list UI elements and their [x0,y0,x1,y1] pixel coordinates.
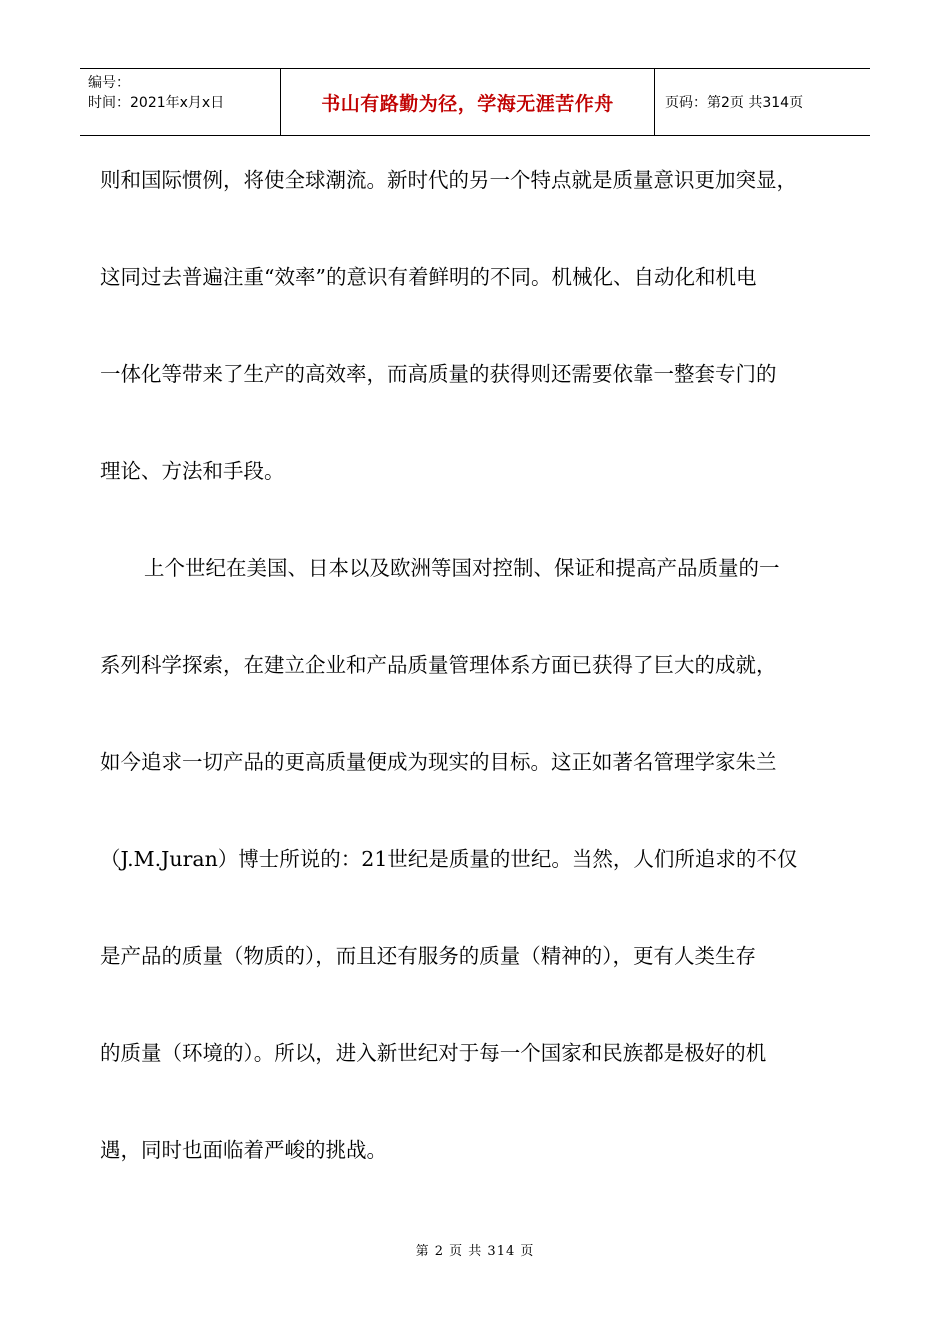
text-line: 系列科学探索，在建立企业和产品质量管理体系方面已获得了巨大的成就， [100,653,777,677]
document-body [100,160,860,1227]
text-line: （J.M.Juran）博士所说的：21世纪是质量的世纪。当然，人们所追求的不仅 [100,847,798,871]
paragraph-start-line: 上个世纪在美国、日本以及欧洲等国对控制、保证和提高产品质量的一 [144,556,780,580]
header-page-info: 页码：第2页 共314页 [665,95,804,111]
document-date: 时间：2021年x月x日 [88,95,225,111]
text-line: 是产品的质量（物质的），而且还有服务的质量（精神的），更有人类生存 [100,944,756,968]
header-meta [80,69,281,135]
page-header [80,68,870,136]
text-line: 理论、方法和手段。 [100,459,285,483]
document-number: 编号： [88,75,130,91]
text-line: 如今追求一切产品的更高质量便成为现实的目标。这正如著名管理学家朱兰 [100,750,777,774]
text-line: 则和国际惯例，将使全球潮流。新时代的另一个特点就是质量意识更加突显， [100,168,797,192]
text-line: 的质量（环境的）。所以，进入新世纪对于每一个国家和民族都是极好的机 [100,1041,767,1065]
text-line: 这同过去普遍注重“效率”的意识有着鲜明的不同。机械化、自动化和机电 [100,265,757,289]
header-motto: 书山有路勤为径，学海无涯苦作舟 [281,69,655,135]
text-line: 一体化等带来了生产的高效率，而高质量的获得则还需要依靠一整套专门的 [100,362,777,386]
page-footer: 第 2 页 共 314 页 [415,1244,535,1259]
text-line: 遇，同时也面临着严峻的挑战。 [100,1138,387,1162]
